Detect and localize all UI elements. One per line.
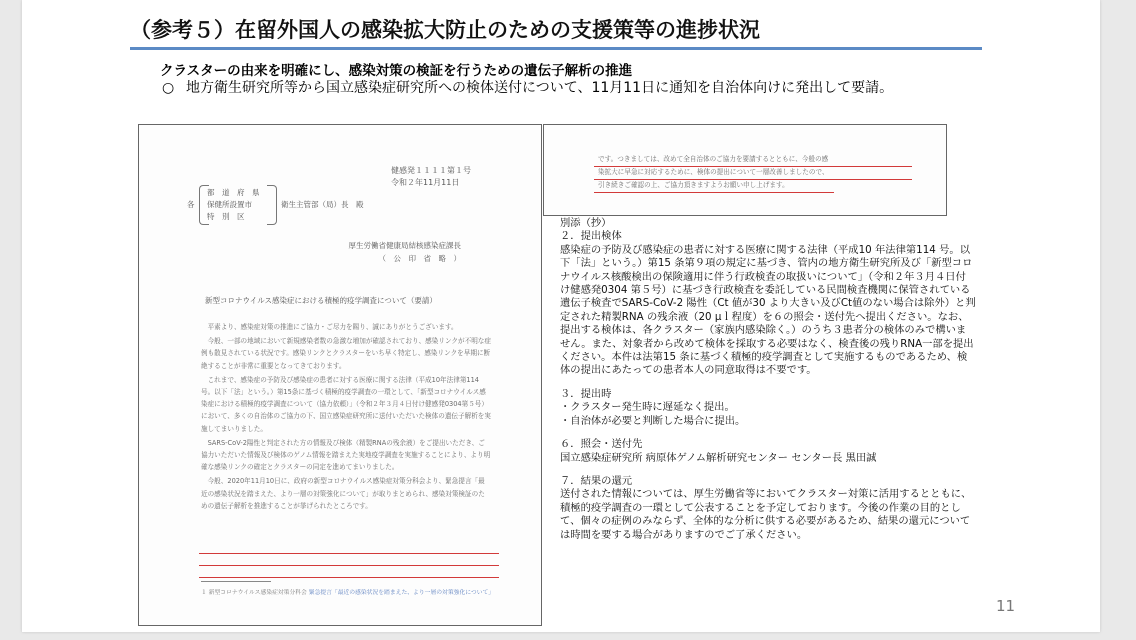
doc-date-line: 令和２年11月11日: [391, 178, 460, 187]
circle-bullet-icon: ○: [162, 80, 175, 96]
section-text: 感染症の予防及び感染症の患者に対する医療に関する法律（平成10 年法律第114 号。以下「法」という。）第15 条第９項の規定に基づき、管内の地方衛生研究所及び「新型コロナウイルス核酸検出の保険適用に伴う行政検査の取扱いについて」（令和２年３月４日付け健感発0304 第５号）に基づき行政検査を委託している民間検査機関に保管されている遺伝子検査でSARS-CoV-2 陽性（Ct 値が30 より大きい及びCt値のない場合は除外）と判定された精製RNA の残余液（20 μｌ程度）を６の照会・送付先へ提出ください。なお、提出する検体は、各クラスター（家族内感染除く。）のうち３患者分の検体のみで構いません。また、対象者から改めて検体を採取する必要はなく、検査後の残りRNA一部を提出ください。本件は法第15 条に基づく積極的疫学調査として実施するものであるため、検体の提出にあたっての患者本人の同意取得は不要です。: [560, 243, 976, 377]
doc-number-block: [391, 165, 471, 189]
red-underline: [199, 565, 499, 566]
addressee-list: [207, 187, 260, 223]
sender-line: （ 公 印 省 略 ）: [378, 254, 461, 263]
excerpt-line: です。つきましては、改めて全自治体のご協力を要請するとともに、今般の感: [598, 155, 829, 163]
addressee-to: 衛生主管部（局）長 殿: [281, 200, 364, 209]
footnote-label: 新型コロナウイルス感染症対策分科会: [208, 590, 307, 596]
section-text: ・クラスター発生時に遅延なく提出。 ・自治体が必要と判断した場合に提出。: [560, 401, 746, 427]
slide-subtitle: クラスターの由来を明確にし、感染対策の検証を行うための遺伝子解析の推進: [160, 63, 633, 79]
notice-document-image: [138, 124, 542, 626]
doc-paragraph: 今般、一部の地域において新規感染者数の急激な増加が確認されており、感染リンクが不明な症例も散見されている状況です。感染リンクとクラスターをいち早く特定し、感染リンクを早期に断絶することが非常に重要となってきております。: [201, 337, 491, 370]
section-heading: ２．提出検体: [560, 230, 622, 243]
addressee-item: 保健所設置市: [207, 200, 252, 209]
red-underline: [594, 179, 912, 180]
section-text: 国立感染症研究所 病原体ゲノム解析研究センター センター長 黒田誠: [560, 451, 877, 464]
red-underline: [594, 192, 834, 193]
bullet-item: [162, 79, 962, 97]
section-text: 送付された情報については、厚生労働省等においてクラスター対策に活用するとともに、積極的疫学調査の一環として公表することを予定しております。今後の作業の目的として、個々の症例のみならず、全体的な分析に供する必要があるため、結果の還元については時間を要する場合がありますのでご了承ください。: [560, 488, 972, 541]
annex-section: [560, 388, 976, 428]
red-underline: [199, 553, 499, 554]
addressee-item: 特 別 区: [207, 212, 245, 221]
excerpt-line: 染拡大に早急に対応するために、検体の提出について一層改善しましたので、: [598, 168, 829, 176]
title-underline: [130, 47, 982, 50]
slide-title: （参考５）在留外国人の感染拡大防止のための支援策等の進捗状況: [130, 18, 760, 42]
page-number: 11: [996, 597, 1016, 615]
doc-paragraph: 平素より、感染症対策の推進にご協力・ご尽力を賜り、誠にありがとうございます。: [207, 323, 458, 331]
red-underline: [594, 166, 912, 167]
annex-section: [560, 230, 976, 377]
addressee-right-brace: [267, 185, 277, 225]
sender-block: [349, 239, 462, 265]
doc-number-line: 健感発１１１１第１号: [391, 166, 471, 175]
addressee-prefix: 各: [187, 200, 195, 209]
excerpt-line: 引き続きご確認の上、ご協力頂きますようお願い申し上げます。: [598, 181, 789, 189]
section-heading: ６．照会・送付先: [560, 438, 643, 451]
addressee-item: 都 道 府 県: [207, 188, 260, 197]
annex-text: [560, 217, 976, 542]
footnote: [201, 587, 501, 596]
footnote-rule: [201, 581, 271, 582]
excerpt-text: [598, 153, 898, 192]
doc-paragraph: SARS-CoV-2陽性と判定された方の情報及び検体（精製RNAの残余液）をご提出いただき、ご協力いただいた情報及び検体のゲノム情報を踏まえた実地疫学調査を実施することにより、より明確な感染リンクの確定とクラスターの同定を進めてまいりました。: [201, 438, 491, 472]
footnote-marker: １: [201, 590, 207, 596]
red-underline: [199, 577, 499, 578]
bullet-text: 地方衛生研究所等から国立感染症研究所への検体送付について、11月11日に通知を自治体向けに発出して要請。: [186, 80, 894, 96]
doc-body: [201, 321, 491, 514]
doc-paragraph: これまで、感染症の予防及び感染症の患者に対する医療に関する法律（平成10年法律第114号。以下「法」という。）第15条に基づく積極的疫学調査の一環として、「新型コロナウイルス感染症における積極的疫学調査について（協力依頼）」（令和２年３月４日付け健感発0304第５号）において、多くの自治体のご協力の下、国立感染症研究所に送付いただいた検体の遺伝子解析を実施してまいりました。: [201, 375, 491, 433]
footnote-link[interactable]: 緊急提言「最近の感染状況を踏まえた、より一層の対策強化について」: [308, 590, 495, 596]
section-heading: ７．結果の還元: [560, 474, 633, 487]
annex-section: [560, 438, 976, 465]
sender-line: 厚生労働省健康局結核感染症課長: [348, 241, 461, 250]
slide: [22, 0, 1100, 632]
annex-label: 別添（抄）: [560, 217, 612, 229]
section-heading: ３．提出時: [560, 387, 612, 400]
doc-paragraph: 今般、2020年11月10日に、政府の新型コロナウイルス感染症対策分科会より、緊急提言「最近の感染状況を踏まえた、より一層の対策強化について」が取りまとめられ、感染対策検証のための遺伝子解析を推進することが挙げられたところです。: [201, 477, 485, 510]
doc-heading: 新型コロナウイルス感染症における積極的疫学調査について（要請）: [205, 296, 437, 305]
annex-section: [560, 475, 976, 542]
notice-excerpt-image: [543, 124, 947, 216]
